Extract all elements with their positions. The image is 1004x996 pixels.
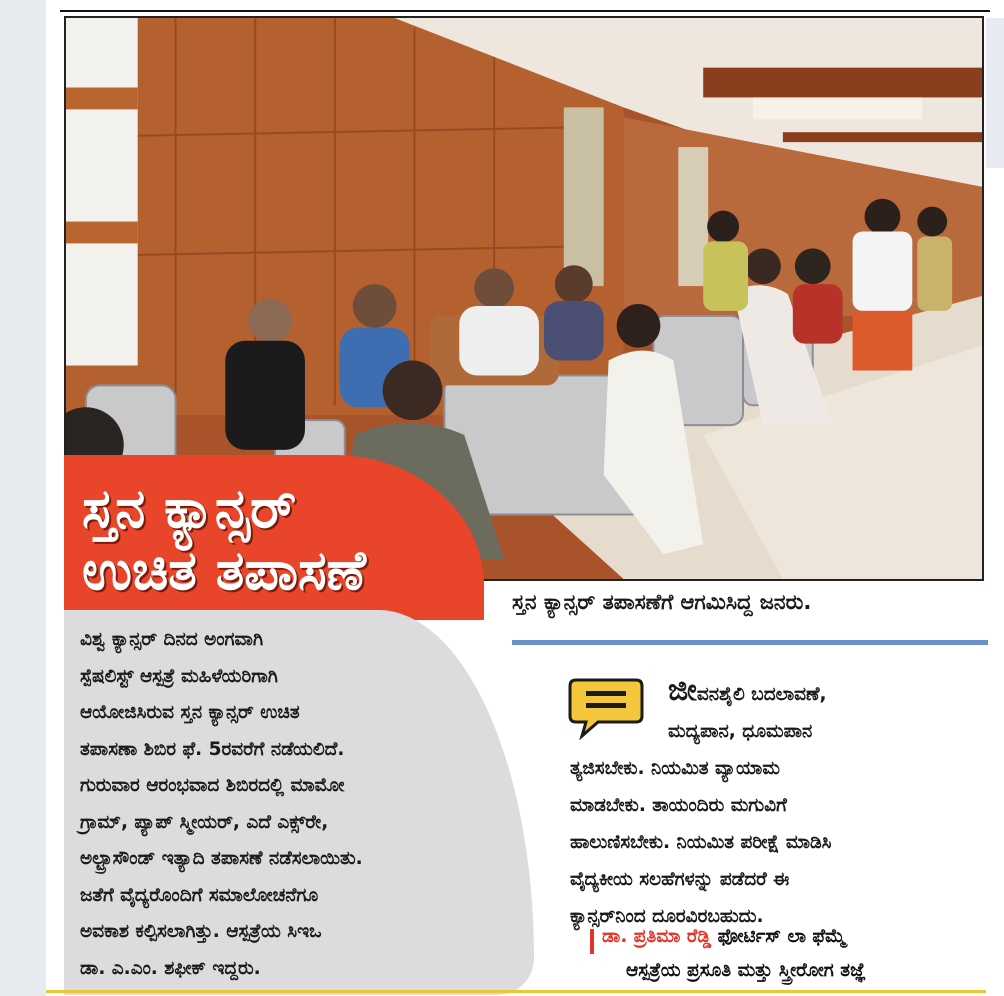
credit-name: ಡಾ. ಪ್ರತಿಮಾ ರೆಡ್ಡಿ bbox=[602, 926, 712, 947]
page-margin-strip bbox=[0, 0, 46, 996]
quote-line: ತ್ಯಜಿಸಬೇಕು. ನಿಯಮಿತ ವ್ಯಾಯಾಮ bbox=[570, 758, 780, 779]
credit-org: ಫೋರ್ಟಿಸ್ ಲಾ ಫೆಮ್ಮೆ bbox=[717, 926, 846, 947]
quote-line: ಮಾಡಬೇಕು. ತಾಯಂದಿರು ಮಗುವಿಗೆ bbox=[570, 795, 787, 816]
quote-line: ಕ್ಯಾನ್ಸರ್‌ನಿಂದ ದೂರವಿರಬಹುದು. bbox=[570, 906, 764, 927]
quote-credit bbox=[602, 926, 846, 947]
body-line: ಅಲ್ಟ್ರಾಸೌಂಡ್ ಇತ್ಯಾದಿ ತಪಾಸಣೆ ನಡೆಸಲಾಯಿತು. bbox=[80, 848, 363, 869]
body-line: ವಿಶ್ವ ಕ್ಯಾನ್ಸರ್ ದಿನದ ಅಂಗವಾಗಿ bbox=[80, 629, 264, 650]
body-line: ಅವಕಾಶ ಕಲ್ಪಿಸಲಾಗಿತ್ತು. ಆಸ್ಪತ್ರೆಯ ಸಿಇಒ bbox=[80, 921, 322, 942]
headline-line-1: ಸ್ತನ ಕ್ಯಾನ್ಸರ್ bbox=[82, 477, 297, 540]
bottom-rule bbox=[46, 990, 986, 993]
body-line: ಗುರುವಾರ ಆರಂಭವಾದ ಶಿಬಿರದಲ್ಲಿ ಮಾಮೋ bbox=[80, 775, 345, 796]
headline-line-2: ಉಚಿತ ತಪಾಸಣೆ bbox=[82, 539, 366, 602]
quote-line-1-rest: ವನಶೈಲಿ ಬದಲಾವಣೆ, bbox=[696, 684, 827, 705]
credit-role: ಆಸ್ಪತ್ರೆಯ ಪ್ರಸೂತಿ ಮತ್ತು ಸ್ತ್ರೀರೋಗ ತಜ್ಞೆ bbox=[626, 960, 866, 981]
body-line: ಆಯೋಜಿಸಿರುವ ಸ್ತನ ಕ್ಯಾನ್ಸರ್ ಉಚಿತ bbox=[80, 702, 300, 723]
photo-caption: ಸ್ತನ ಕ್ಯಾನ್ಸರ್ ತಪಾಸಣೆಗೆ ಆಗಮಿಸಿದ್ದ ಜನರು. bbox=[512, 590, 812, 614]
credit-marker bbox=[590, 929, 594, 954]
quote-line: ವೈದ್ಯಕೀಯ ಸಲಹೆಗಳನ್ನು ಪಡೆದರೆ ಈ bbox=[570, 869, 790, 890]
expert-quote bbox=[570, 672, 990, 935]
top-rule bbox=[60, 10, 990, 12]
quote-line-1 bbox=[570, 672, 990, 713]
quote-line: ಹಾಲುಣಿಸಬೇಕು. ನಿಯಮಿತ ಪರೀಕ್ಷೆ ಮಾಡಿಸಿ bbox=[570, 832, 832, 853]
quote-dropcap: ಜೀ bbox=[668, 673, 697, 708]
right-edge-strip bbox=[986, 18, 1004, 168]
article-body bbox=[80, 622, 530, 987]
quote-line-2: ಮದ್ಯಪಾನ, ಧೂಮಪಾನ bbox=[668, 721, 813, 742]
body-line: ತಪಾಸಣಾ ಶಿಬಿರ ಫೆ. 5ರವರೆಗೆ ನಡೆಯಲಿದೆ. bbox=[80, 738, 345, 760]
body-line: ಜತೆಗೆ ವೈದ್ಯರೊಂದಿಗೆ ಸಮಾಲೋಚನೆಗೂ bbox=[80, 884, 319, 906]
caption-rule bbox=[512, 640, 988, 645]
body-line: ಡಾ. ಎ.ಎಂ. ಶಫೀಕ್ ಇದ್ದರು. bbox=[80, 957, 261, 979]
body-line: ಸ್ಪೆಷಲಿಸ್ಟ್ ಆಸ್ಪತ್ರೆ ಮಹಿಳೆಯರಿಗಾಗಿ bbox=[80, 665, 278, 687]
headline bbox=[82, 478, 482, 602]
body-line: ಗ್ರಾಮ್, ಪ್ಯಾಪ್ ಸ್ಮೀಯರ್, ಎದೆ ಎಕ್ಸ್‌ರೇ, bbox=[80, 811, 329, 833]
